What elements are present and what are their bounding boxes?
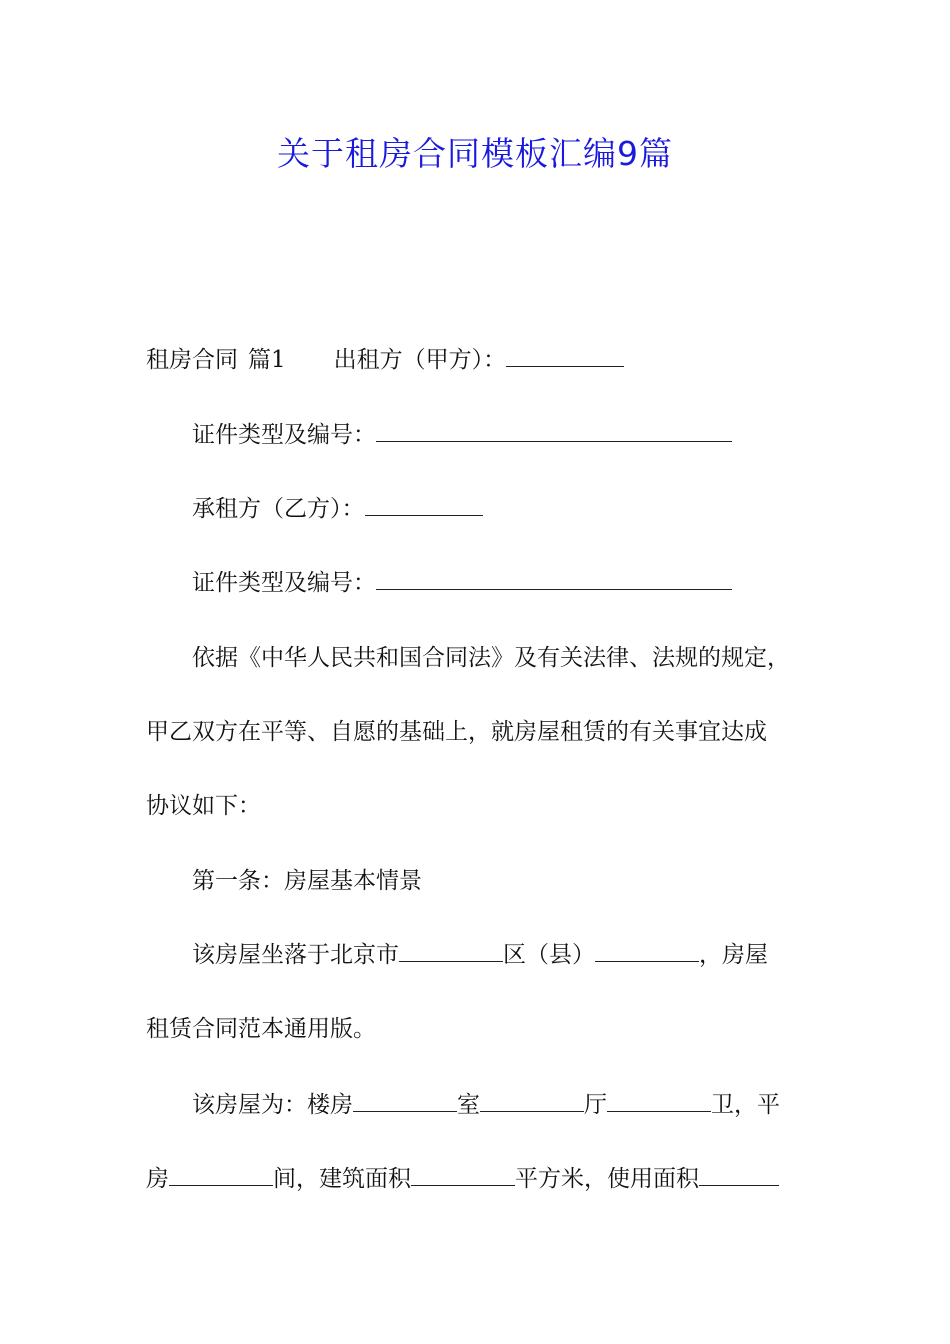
paragraph-basis-line-1: 依据《中华人民共和国合同法》及有关法律、法规的规定， bbox=[192, 645, 790, 671]
article-1-heading: 第一条：房屋基本情景 bbox=[192, 868, 422, 894]
lessor-label: 出租方（甲方）： bbox=[333, 347, 507, 373]
line-rooms bbox=[192, 1090, 780, 1120]
lessor-blank[interactable] bbox=[506, 346, 624, 367]
lessor-id-label: 证件类型及编号： bbox=[192, 422, 376, 448]
lessee-blank[interactable] bbox=[365, 495, 483, 516]
district-blank[interactable] bbox=[399, 941, 503, 962]
line-location-2: 租赁合同范本通用版。 bbox=[146, 1016, 376, 1042]
bath-label: 卫，平 bbox=[711, 1092, 780, 1118]
lessee-label: 承租方（乙方）： bbox=[192, 496, 365, 522]
rooms-label: 该房屋为：楼房 bbox=[192, 1092, 353, 1118]
line-location bbox=[192, 940, 768, 970]
lessee-id-label: 证件类型及编号： bbox=[192, 570, 376, 596]
paragraph-basis-line-2: 甲乙双方在平等、自愿的基础上，就房屋租赁的有关事宜达成 bbox=[146, 719, 767, 745]
usable-area-blank[interactable] bbox=[699, 1165, 779, 1186]
baths-blank[interactable] bbox=[607, 1091, 711, 1112]
building-area-label: 间，建筑面积 bbox=[273, 1166, 411, 1192]
bungalow-blank[interactable] bbox=[169, 1165, 273, 1186]
location-suffix: ，房屋 bbox=[699, 942, 768, 968]
location-label: 该房屋坐落于北京市 bbox=[192, 942, 399, 968]
building-area-blank[interactable] bbox=[411, 1165, 515, 1186]
hall-label: 厅 bbox=[584, 1092, 607, 1118]
line-lessor-id bbox=[192, 420, 732, 450]
article-number: 篇1 bbox=[248, 347, 286, 373]
address-blank[interactable] bbox=[595, 941, 699, 962]
room-label: 室 bbox=[457, 1092, 480, 1118]
line-lessee bbox=[192, 494, 483, 524]
paragraph-basis-line-3: 协议如下： bbox=[146, 793, 261, 819]
contract-label: 租房合同 bbox=[146, 347, 238, 373]
line-lessor bbox=[146, 345, 624, 375]
bungalow-label: 房 bbox=[146, 1166, 169, 1192]
lessor-id-blank[interactable] bbox=[376, 421, 732, 442]
line-lessee-id bbox=[192, 568, 732, 598]
usable-area-label: 平方米，使用面积 bbox=[515, 1166, 699, 1192]
district-label: 区（县） bbox=[503, 942, 595, 968]
halls-blank[interactable] bbox=[480, 1091, 584, 1112]
line-area bbox=[146, 1164, 779, 1194]
rooms-blank[interactable] bbox=[353, 1091, 457, 1112]
document-title: 关于租房合同模板汇编9篇 bbox=[277, 134, 673, 173]
lessee-id-blank[interactable] bbox=[376, 569, 732, 590]
